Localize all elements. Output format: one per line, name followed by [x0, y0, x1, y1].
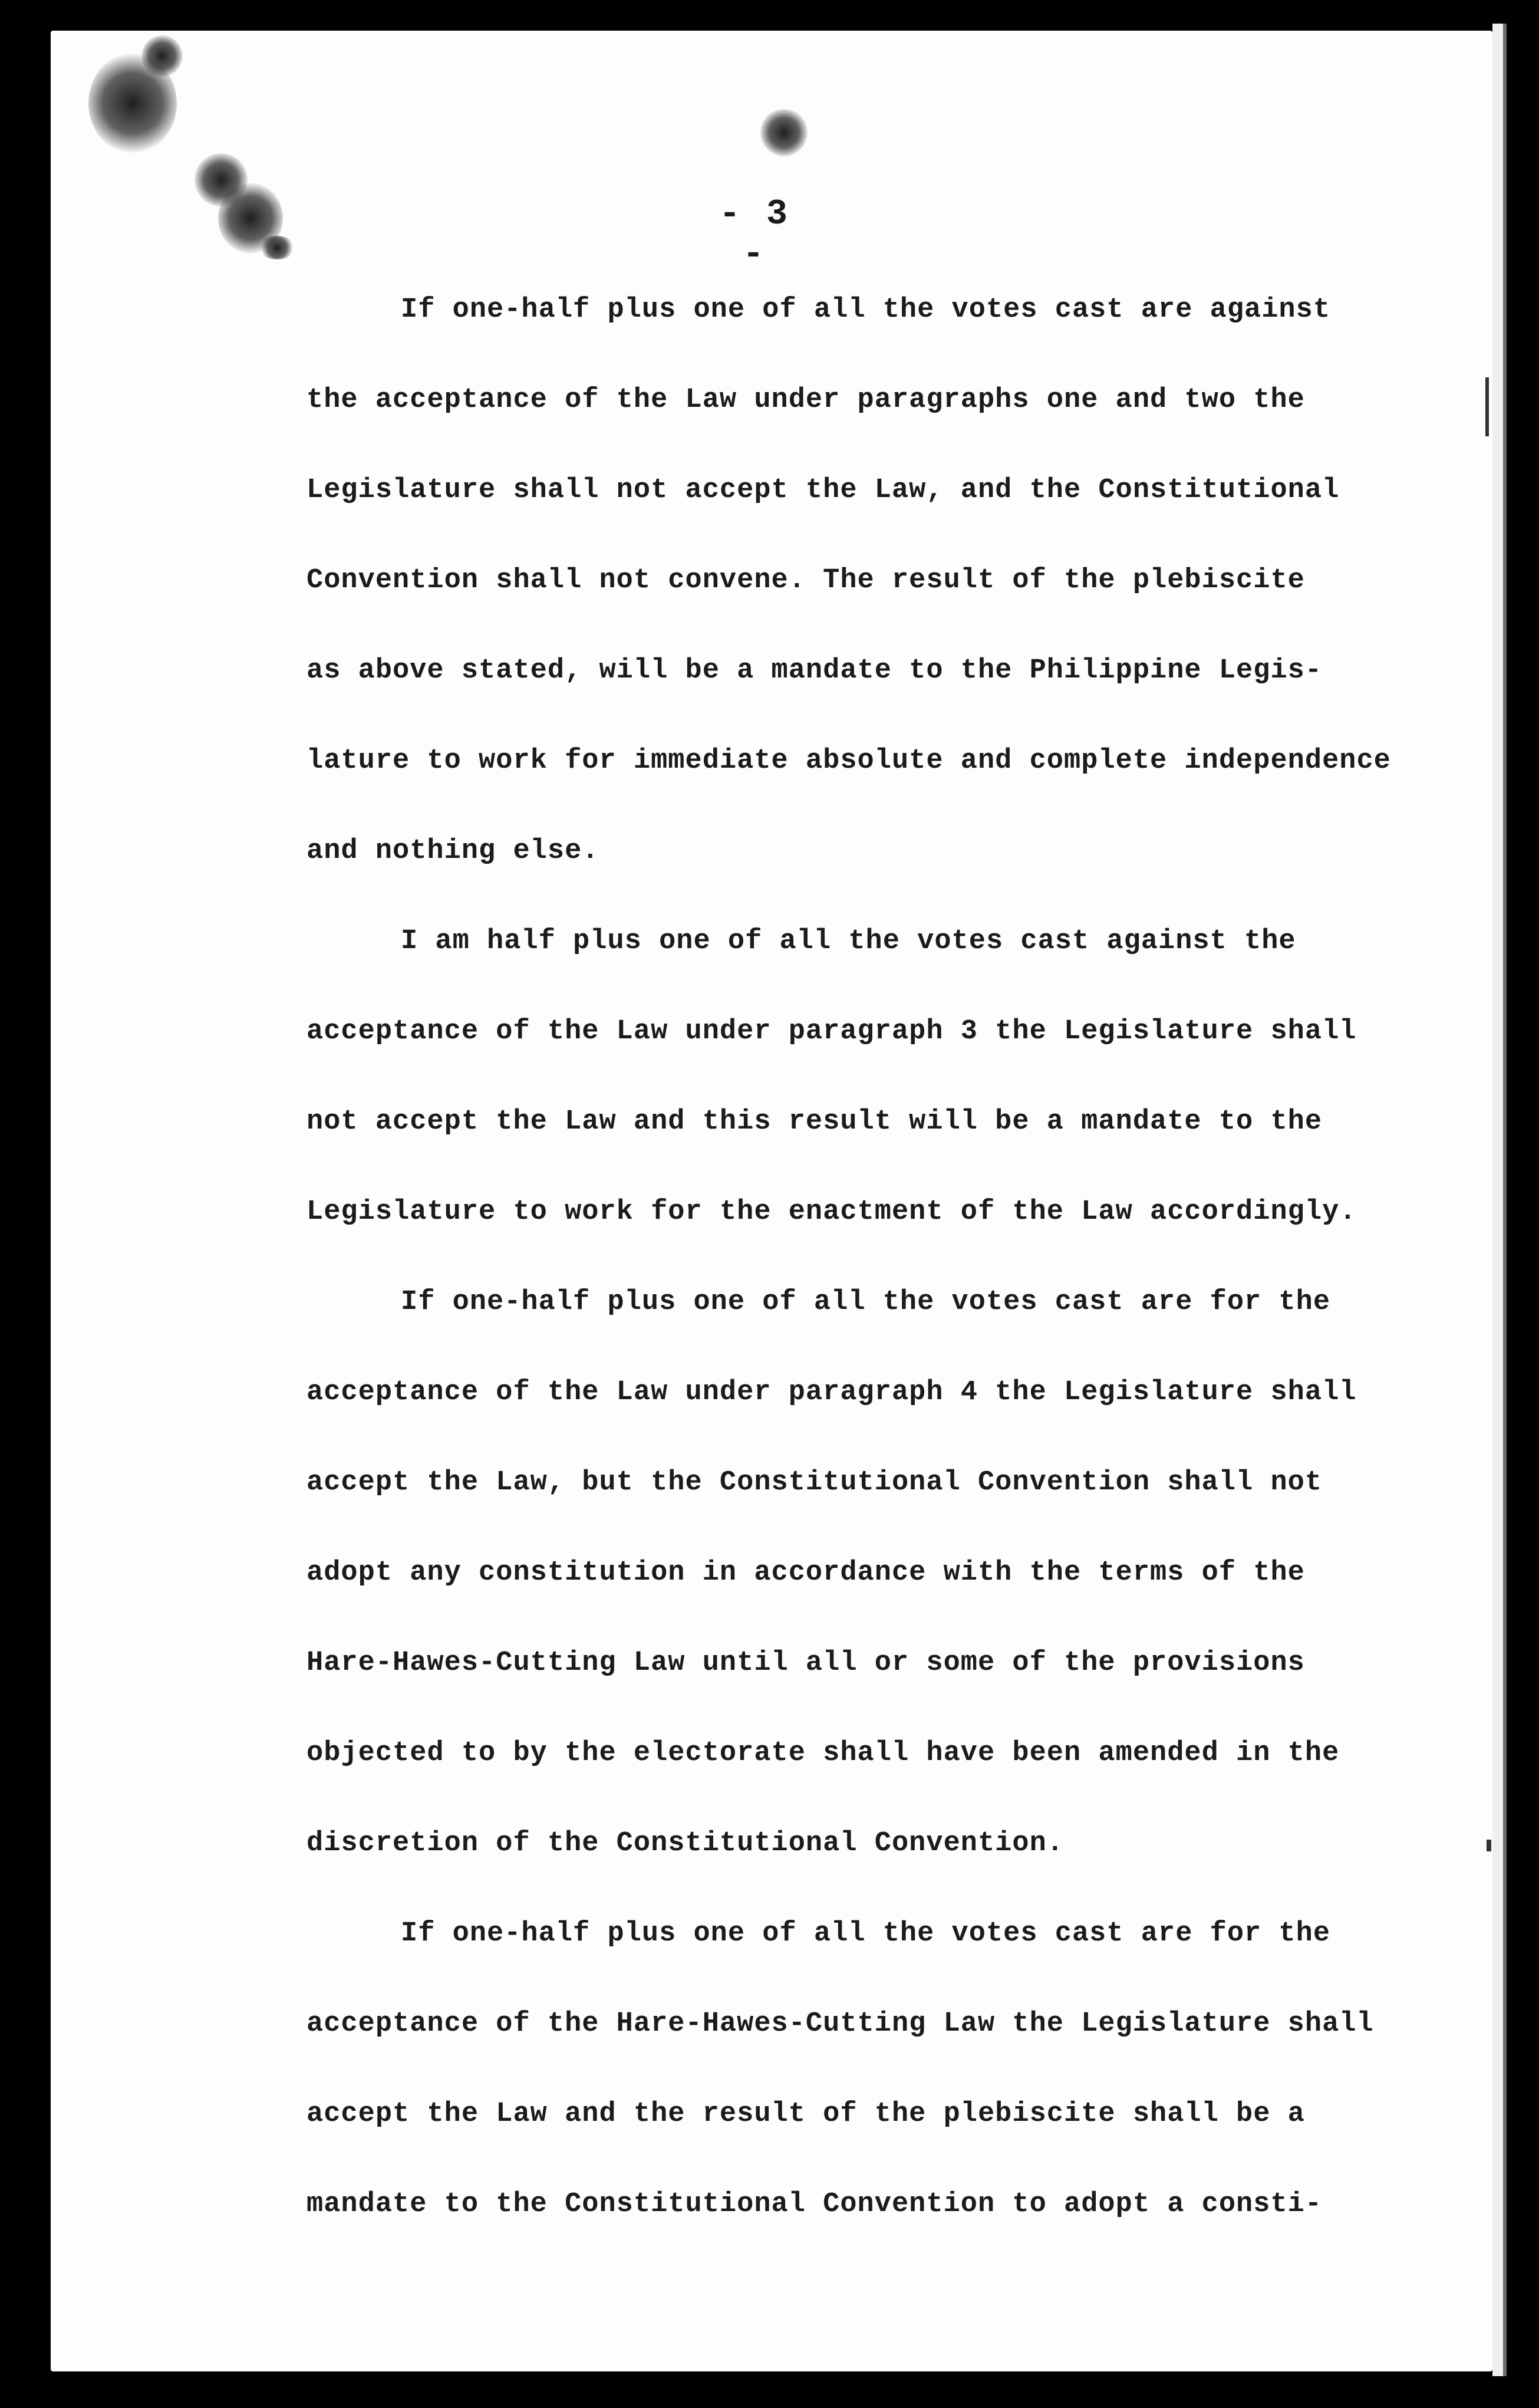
text-line: mandate to the Constitutional Convention to adopt a consti-	[307, 2189, 1323, 2220]
text-line: lature to work for immediate absolute and complete independence	[307, 745, 1391, 777]
text-line: and nothing else.	[307, 835, 599, 867]
text-line: acceptance of the Law under paragraph 3 the Legislature shall	[307, 1016, 1357, 1047]
text-line: Hare-Hawes-Cutting Law until all or some of the provisions	[307, 1647, 1305, 1679]
text-line: as above stated, will be a mandate to the Philippine Legis-	[307, 655, 1323, 686]
text-line: Convention shall not convene. The result of the plebiscite	[307, 565, 1305, 596]
text-line: discretion of the Constitutional Convention.	[307, 1828, 1065, 1859]
page-number: - 3 -	[719, 195, 790, 275]
paper-edge-shadow	[1503, 24, 1507, 2376]
text-line: If one-half plus one of all the votes cast are against	[401, 294, 1331, 325]
text-line: adopt any constitution in accordance with the terms of the	[307, 1557, 1305, 1588]
text-line: I am half plus one of all the votes cast against the	[401, 926, 1296, 957]
text-line: acceptance of the Law under paragraph 4 the Legislature shall	[307, 1377, 1357, 1408]
paper-edge-strip	[1492, 24, 1503, 2376]
text-line: accept the Law, but the Constitutional Convention shall not	[307, 1467, 1323, 1498]
text-line: objected to by the electorate shall have been amended in the	[307, 1738, 1340, 1769]
text-line: the acceptance of the Law under paragraphs one and two the	[307, 384, 1305, 416]
ink-smudge	[760, 109, 808, 156]
ink-smudge	[141, 35, 183, 77]
text-line: Legislature to work for the enactment of the Law accordingly.	[307, 1196, 1357, 1228]
text-line: not accept the Law and this result will be a mandate to the	[307, 1106, 1323, 1137]
text-line: If one-half plus one of all the votes cast are for the	[401, 1918, 1331, 1949]
text-line: acceptance of the Hare-Hawes-Cutting Law the Legislature shall	[307, 2008, 1374, 2039]
ink-smudge	[259, 236, 295, 259]
edge-mark	[1485, 377, 1489, 436]
edge-mark	[1487, 1840, 1491, 1851]
text-line: If one-half plus one of all the votes cast are for the	[401, 1287, 1331, 1318]
text-line: accept the Law and the result of the plebiscite shall be a	[307, 2098, 1305, 2130]
text-line: Legislature shall not accept the Law, and the Constitutional	[307, 475, 1340, 506]
